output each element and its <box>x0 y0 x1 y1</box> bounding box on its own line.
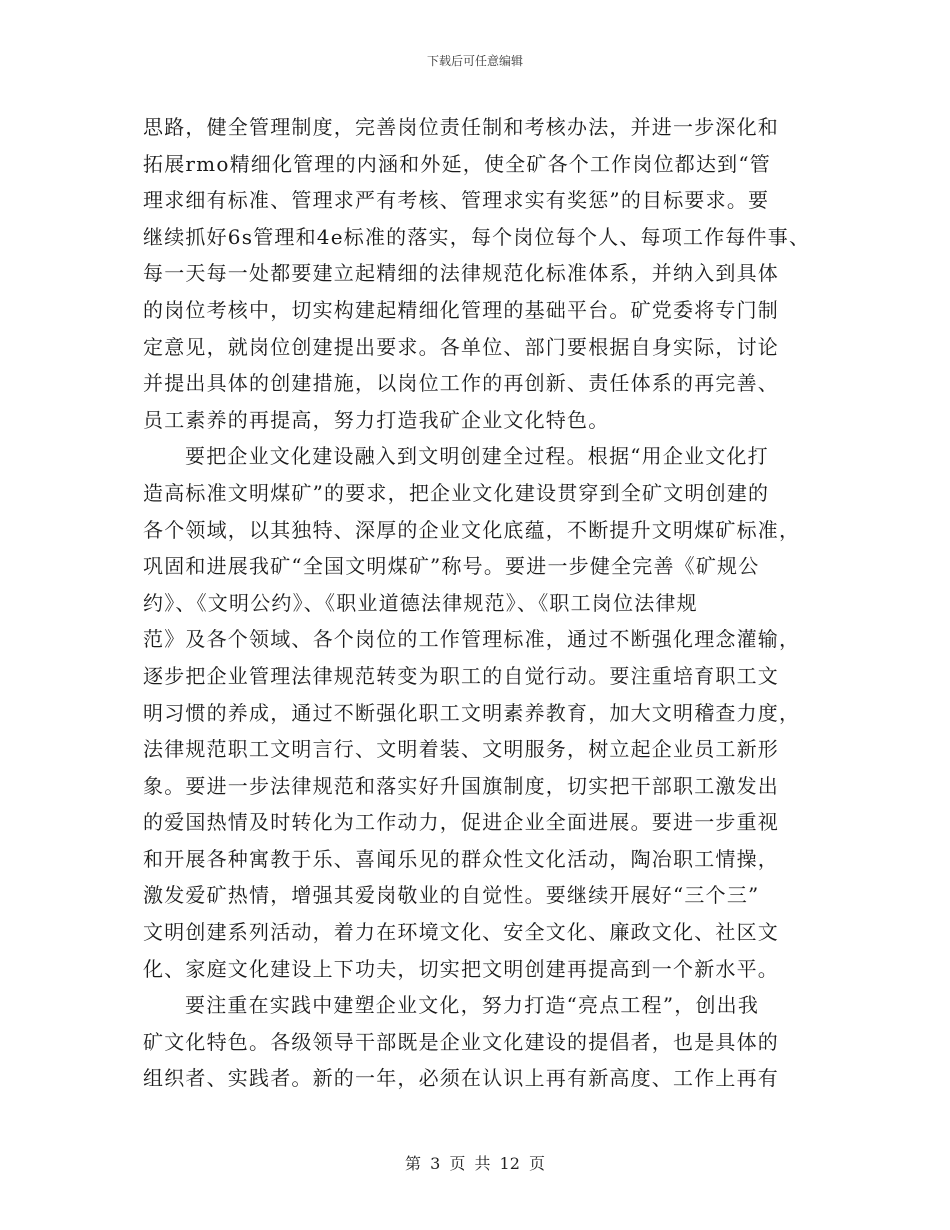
text-line: 造高标准文明煤矿”的要求，把企业文化建设贯穿到全矿文明创建的 <box>143 480 770 505</box>
text-line: 拓展rmo精细化管理的内涵和外延，使全矿各个工作岗位都达到“管 <box>143 151 771 176</box>
text-line: 的爱国热情及时转化为工作动力，促进企业全面进展。要进一步重视 <box>143 810 779 835</box>
text-line: 要注重在实践中建塑企业文化，努力打造“亮点工程”，创出我 <box>185 993 760 1018</box>
text-line: 继续抓好6s管理和4e标准的落实，每个岗位每个人、每项工作每件事、 <box>143 224 811 249</box>
text-line: 激发爱矿热情，增强其爱岗敬业的自觉性。要继续开展好“三个三” <box>143 883 760 908</box>
text-line: 要把企业文化建设融入到文明创建全过程。根据“用企业文化打 <box>185 444 769 469</box>
text-line: 和开展各种寓教于乐、喜闻乐见的群众性文化活动，陶冶职工情操， <box>143 846 779 871</box>
text-line: 逐步把企业管理法律规范转变为职工的自觉行动。要注重培育职工文 <box>143 663 779 688</box>
text-line: 并提出具体的创建措施，以岗位工作的再创新、责任体系的再完善、 <box>143 371 779 396</box>
text-line: 员工素养的再提高，努力打造我矿企业文化特色。 <box>143 407 610 432</box>
text-line: 约》、《文明公约》、《职业道德法律规范》、《职工岗位法律规 <box>143 590 698 615</box>
text-line: 理求细有标准、管理求严有考核、管理求实有奖惩”的目标要求。要 <box>143 188 770 213</box>
text-line: 定意见，就岗位创建提出要求。各单位、部门要根据自身实际，讨论 <box>143 334 779 359</box>
text-line: 文明创建系列活动，着力在环境文化、安全文化、廉政文化、社区文 <box>143 920 779 945</box>
text-line: 思路，健全管理制度，完善岗位责任制和考核办法，并进一步深化和 <box>143 115 779 139</box>
page-header: 下载后可任意编辑 <box>426 54 523 68</box>
text-line: 法律规范职工文明言行、文明着装、文明服务，树立起企业员工新形 <box>143 737 779 762</box>
text-line: 明习惯的养成，通过不断强化职工文明素养教育，加大文明稽查力度， <box>143 700 801 725</box>
page-footer: 第 3 页 共 12 页 <box>405 1154 545 1173</box>
text-line: 象。要进一步法律规范和落实好升国旗制度，切实把干部职工激发出 <box>143 773 779 798</box>
document-body <box>143 109 813 1097</box>
text-line: 各个领域，以其独特、深厚的企业文化底蕴，不断提升文明煤矿标准， <box>143 517 801 542</box>
text-line: 化、家庭文化建设上下功夫，切实把文明创建再提高到一个新水平。 <box>143 956 779 981</box>
text-line: 的岗位考核中，切实构建起精细化管理的基础平台。矿党委将专门制 <box>143 297 779 322</box>
text-line: 范》及各个领域、各个岗位的工作管理标准，通过不断强化理念灌输， <box>143 627 801 652</box>
text-line: 每一天每一处都要建立起精细的法律规范化标准体系，并纳入到具体 <box>143 261 779 286</box>
text-line: 矿文化特色。各级领导干部既是企业文化建设的提倡者，也是具体的 <box>143 1029 779 1054</box>
text-line: 组织者、实践者。新的一年，必须在认识上再有新高度、工作上再有 <box>143 1066 779 1091</box>
text-line: 巩固和进展我矿“全国文明煤矿”称号。要进一步健全完善《矿规公 <box>143 554 760 579</box>
